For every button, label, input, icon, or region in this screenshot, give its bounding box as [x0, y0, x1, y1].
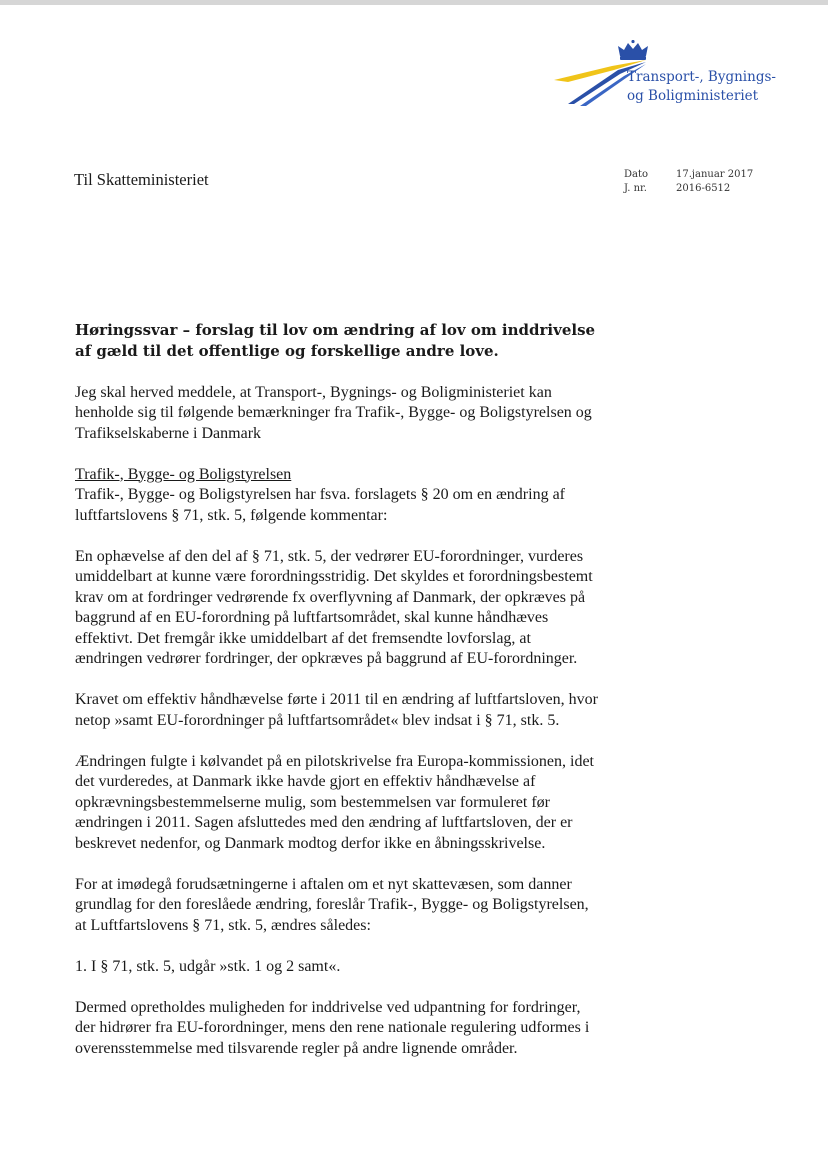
- page-top-edge: [0, 0, 828, 5]
- crown-icon: [618, 40, 648, 60]
- paragraph-3: Ændringen fulgte i kølvandet på en pilotskrivelse fra Europa-kommissionen, idet det vurderedes, at Danmark ikke havde gjort en effektiv håndhævelse af opkrævningsbestemmelserne mulig, som bestemmelsen var formuleret før ændringen i 2011. Sagen afsluttedes med den ændring af luftfartsloven, der er beskrevet nedenfor, og Danmark modtog derfor ikke en åbningsskrivelse.: [75, 752, 594, 852]
- letter-metadata: [624, 168, 753, 196]
- journal-number-value: 2016-6512: [676, 183, 731, 194]
- paragraph-1: En ophævelse af den del af § 71, stk. 5, der vedrører EU-forordninger, vurderes umiddelbart at kunne være forordningsstridig. Det skyldes et forordningsbestemt krav om at fordringer vedrørende fx overflyvning af Danmark, der opkræves på baggrund af en EU-forordning på luftfartsområdet, skal kunne håndhæves effektivt. Det fremgår ikke umiddelbart af det fremsendte lovforslag, at ændringen vedrører fordringer, der opkræves på baggrund af EU-forordninger.: [75, 547, 593, 667]
- section-block: [75, 465, 600, 527]
- paragraph-6: Dermed opretholdes muligheden for inddrivelse ved udpantning for fordringer, der hidrører fra EU-forordninger, mens den rene nationale regulering udformes i overensstemmelse med tilsvarende regler på andre lignende områder.: [75, 998, 590, 1057]
- letter-heading: Høringssvar – forslag til lov om ændring af lov om inddrivelse af gæld til det offentlige og forskellige andre love.: [75, 321, 596, 360]
- recipient: Til Skatteministeriet: [74, 170, 209, 189]
- paragraph-4: For at imødegå forudsætningerne i aftalen om et nyt skattevæsen, som danner grundlag for den foreslåede ændring, foreslår Trafik-, Bygge- og Boligstyrelsen, at Luftfartslovens § 71, stk. 5, ændres således:: [75, 875, 589, 934]
- logo-line-1: Transport-, Bygnings-: [627, 69, 776, 85]
- ministry-logo: [554, 40, 794, 120]
- section-intro: Trafik-, Bygge- og Boligstyrelsen har fsva. forslagets § 20 om en ændring af luftfartslovens § 71, stk. 5, følgende kommentar:: [75, 486, 565, 524]
- date-value: 17.januar 2017: [676, 169, 754, 180]
- logo-text: [627, 68, 797, 106]
- section-title: Trafik-, Bygge- og Boligstyrelsen: [75, 465, 292, 483]
- paragraph-5: 1. I § 71, stk. 5, udgår »stk. 1 og 2 samt«.: [75, 957, 341, 975]
- letter-body: [75, 320, 600, 1080]
- paragraph-2: Kravet om effektiv håndhævelse førte i 2011 til en ændring af luftfartsloven, hvor netop »samt EU-forordninger på luftfartsområdet« blev indsat i § 71, stk. 5.: [75, 691, 598, 729]
- date-row: [624, 168, 753, 182]
- journal-number-row: [624, 182, 753, 196]
- logo-line-2: og Boligministeriet: [627, 88, 759, 104]
- intro-paragraph: Jeg skal herved meddele, at Transport-, Bygnings- og Boligministeriet kan henholde sig til følgende bemærkninger fra Trafik-, Bygge- og Boligstyrelsen og Trafikselskaberne i Danmark: [75, 383, 592, 442]
- journal-number-label: J. nr.: [624, 183, 647, 194]
- date-label: Dato: [624, 169, 649, 180]
